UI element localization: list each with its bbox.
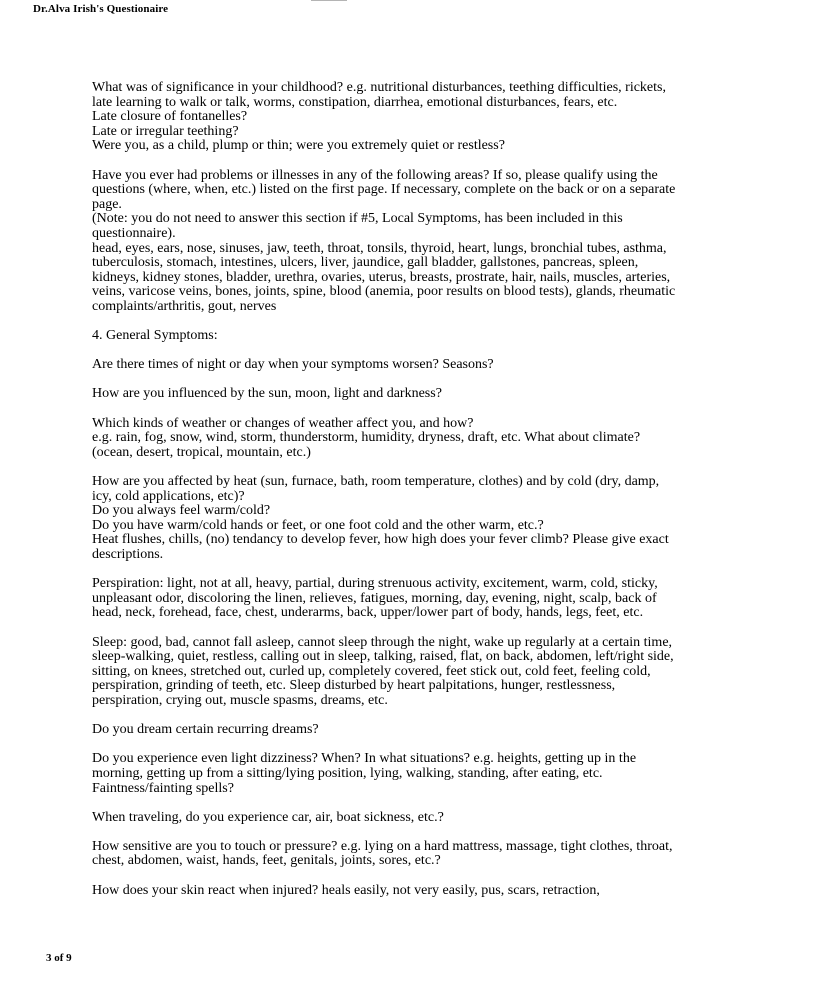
question-line: Perspiration: light, not at all, heavy, partial, during strenuous activity, excitement, warm, cold, sticky, (92, 576, 658, 592)
question-block-touch (92, 840, 732, 869)
question-line: late learning to walk or talk, worms, constipation, diarrhea, emotional disturbances, fears, etc. (92, 94, 618, 110)
question-line: sleep-walking, quiet, restless, calling out in sleep, talking, raised, flat, on back, abdomen, left/right side, (92, 649, 674, 665)
top-clipped-mark (311, 0, 347, 1)
section-spacer (92, 460, 732, 475)
section-spacer (92, 344, 732, 359)
question-line: Do you dream certain recurring dreams? (92, 722, 319, 738)
question-line: Which kinds of weather or changes of weather affect you, and how? (92, 415, 474, 431)
question-line: questionnaire). (92, 225, 176, 241)
question-block-worsen (92, 358, 732, 373)
question-line: Have you ever had problems or illnesses in any of the following areas? If so, please qualify using the (92, 167, 658, 183)
question-line: perspiration, grinding of teeth, etc. Sleep disturbed by heart palpitations, hunger, restlessness, (92, 678, 616, 694)
question-block-illnesses (92, 169, 732, 315)
question-line: Were you, as a child, plump or thin; were you extremely quiet or restless? (92, 138, 505, 154)
question-block-dreams (92, 723, 732, 738)
section-spacer (92, 315, 732, 330)
question-line: icy, cold applications, etc)? (92, 488, 245, 504)
question-line: Do you always feel warm/cold? (92, 503, 271, 519)
question-line: perspiration, crying out, muscle spasms, dreams, etc. (92, 692, 388, 708)
question-line: page. (92, 196, 122, 212)
question-line: tuberculosis, stomach, intestines, ulcers, liver, jaundice, gall bladder, gallstones, pancreas, spleen, (92, 255, 639, 271)
question-block-dizziness (92, 752, 732, 796)
question-block-sun-moon (92, 387, 732, 402)
question-line: Do you experience even light dizziness? When? In what situations? e.g. heights, getting up in the (92, 751, 637, 767)
question-block-general-heading (92, 329, 732, 344)
question-block-heat-cold (92, 475, 732, 563)
question-line: How are you influenced by the sun, moon, light and darkness? (92, 386, 442, 402)
question-line: Late closure of fontanelles? (92, 109, 248, 125)
question-line: Do you have warm/cold hands or feet, or one foot cold and the other warm, etc.? (92, 517, 544, 533)
section-spacer (92, 796, 732, 811)
question-line: complaints/arthritis, gout, nerves (92, 298, 277, 314)
page-header-title: Dr.Alva Irish's Questionaire (33, 3, 169, 15)
question-line: unpleasant odor, discoloring the linen, relieves, fatigues, morning, day, evening, night, scalp, back of (92, 590, 657, 606)
question-block-weather (92, 417, 732, 461)
question-line: descriptions. (92, 547, 164, 562)
section-spacer (92, 402, 732, 417)
question-line: questions (where, when, etc.) listed on the first page. If necessary, complete on the back or on a separate (92, 182, 676, 198)
question-line: What was of significance in your childhood? e.g. nutritional disturbances, teething difficulties, rickets, (92, 80, 666, 95)
question-line: morning, getting up from a sitting/lying position, lying, walking, standing, after eating, etc. (92, 765, 603, 781)
questionnaire-body (92, 81, 732, 898)
question-line: head, neck, forehead, face, chest, underarms, back, upper/lower part of body, hands, legs, feet, etc. (92, 605, 644, 621)
question-line: head, eyes, ears, nose, sinuses, jaw, teeth, throat, tonsils, thyroid, heart, lungs, bronchial tubes, asthma, (92, 240, 667, 256)
question-block-skin (92, 884, 732, 899)
question-line: How are you affected by heat (sun, furnace, bath, room temperature, clothes) and by cold (dry, damp, (92, 474, 660, 490)
question-line: Late or irregular teething? (92, 123, 239, 139)
question-block-travel (92, 811, 732, 826)
question-block-childhood (92, 81, 732, 154)
question-block-perspiration (92, 577, 732, 621)
page-number: 3 of 9 (46, 952, 72, 964)
question-line: (Note: you do not need to answer this section if #5, Local Symptoms, has been included in this (92, 211, 623, 227)
section-spacer (92, 563, 732, 578)
section-spacer (92, 621, 732, 636)
question-line: When traveling, do you experience car, air, boat sickness, etc.? (92, 809, 444, 825)
section-spacer (92, 825, 732, 840)
question-line: chest, abdomen, waist, hands, feet, genitals, joints, sores, etc.? (92, 853, 441, 869)
question-line: Are there times of night or day when your symptoms worsen? Seasons? (92, 357, 494, 373)
question-line: veins, varicose veins, bones, joints, spine, blood (anemia, poor results on blood tests), glands, rheumatic (92, 284, 676, 300)
question-line: e.g. rain, fog, snow, wind, storm, thunderstorm, humidity, dryness, draft, etc. What about climate? (92, 430, 641, 446)
question-line: Heat flushes, chills, (no) tendancy to develop fever, how high does your fever climb? Please give exact (92, 532, 669, 548)
question-line: How does your skin react when injured? heals easily, not very easily, pus, scars, retraction, (92, 882, 600, 898)
section-spacer (92, 738, 732, 753)
question-line: Sleep: good, bad, cannot fall asleep, cannot sleep through the night, wake up regularly at a certain time, (92, 634, 673, 650)
section-spacer (92, 154, 732, 169)
question-line: (ocean, desert, tropical, mountain, etc.) (92, 444, 311, 460)
section-spacer (92, 709, 732, 724)
question-line: Faintness/fainting spells? (92, 780, 234, 796)
question-line: 4. General Symptoms: (92, 328, 218, 344)
question-line: How sensitive are you to touch or pressure? e.g. lying on a hard mattress, massage, tight clothes, throat, (92, 838, 673, 854)
question-line: sitting, on knees, stretched out, curled up, completely covered, feet stick out, cold feet, feeling cold, (92, 663, 651, 679)
section-spacer (92, 373, 732, 388)
question-line: kidneys, kidney stones, bladder, urethra, ovaries, uterus, breasts, prostrate, hair, nails, muscles, arteries, (92, 269, 671, 285)
question-block-sleep (92, 636, 732, 709)
section-spacer (92, 869, 732, 884)
